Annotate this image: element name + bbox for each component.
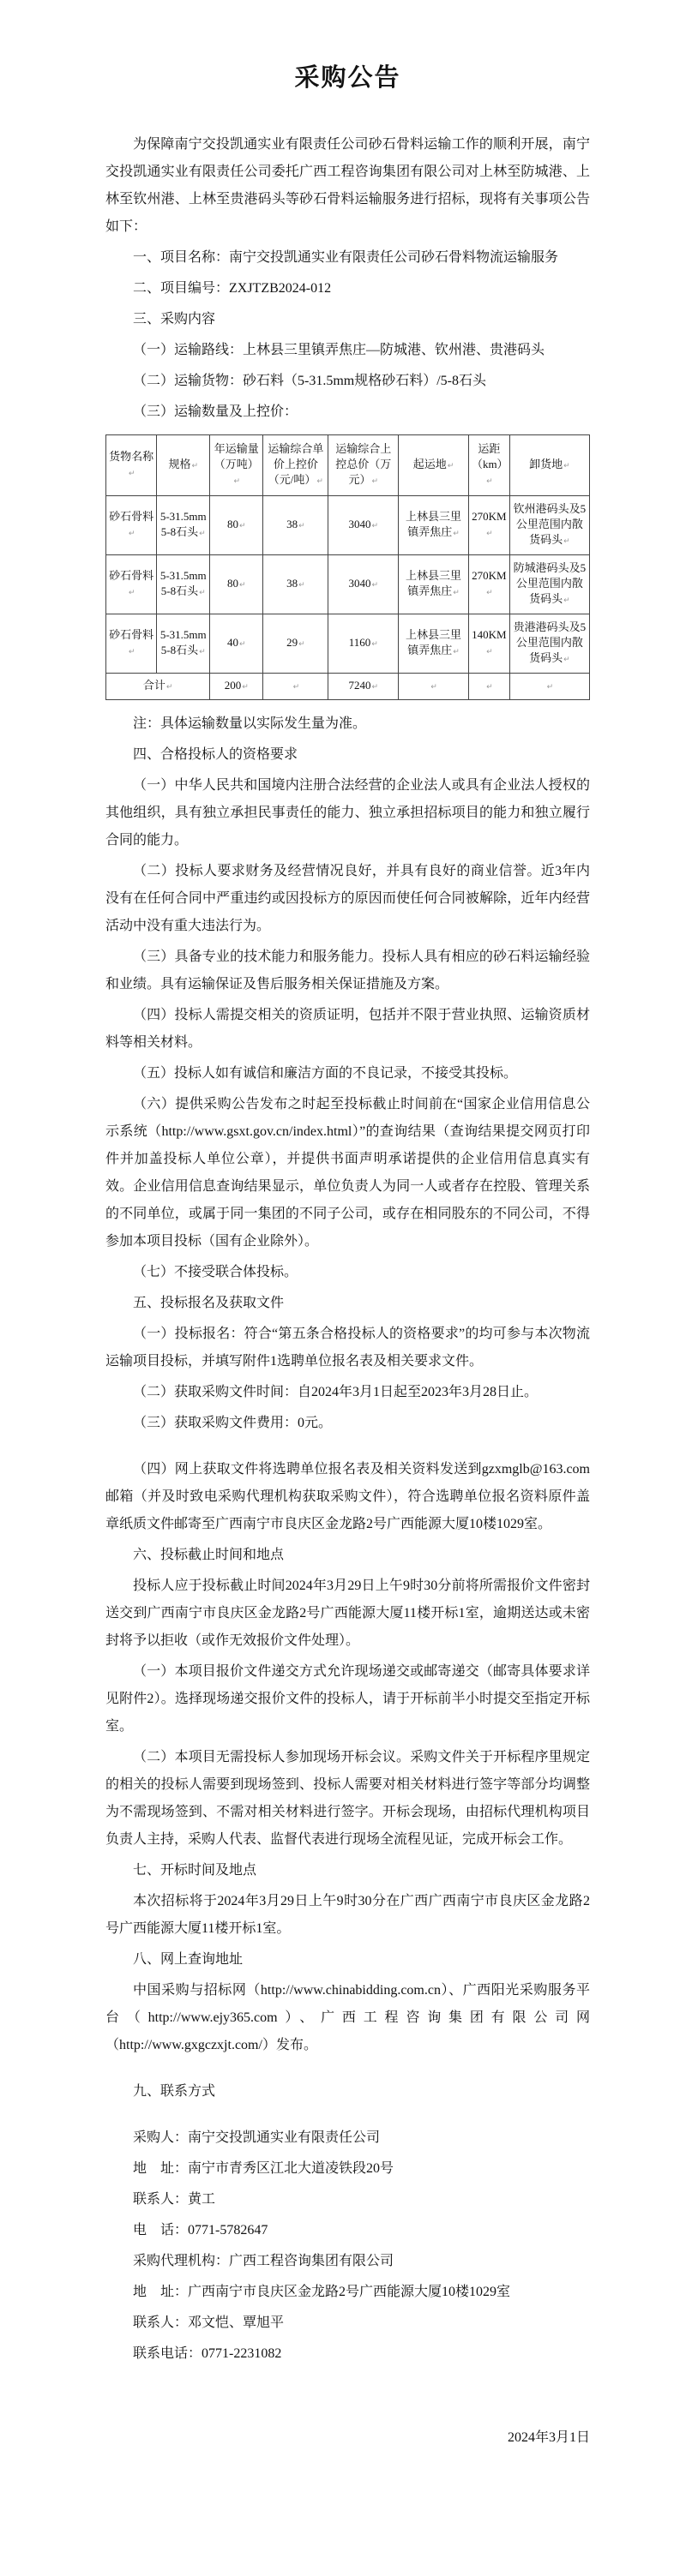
paragraph: 四、合格投标人的资格要求 <box>133 747 298 762</box>
paragraph: 投标人应于投标截止时间2024年3月29日上午9时30分前将所需报价文件密封送交到广西南宁市良庆区金龙路2号广西能源大厦11楼开标1室，逾期送达或未密封将予以拒收（或作无效报价文件处理）。 <box>105 1579 590 1648</box>
table-cell: 上林县三里镇弄焦庄 ↵ <box>399 555 469 614</box>
table-header-cell: 运距（km） ↵ <box>468 435 509 496</box>
table-cell: 40 ↵ <box>210 614 263 674</box>
paragraph: （二）投标人要求财务及经营情况良好，并具有良好的商业信誉。近3年内没有在任何合同中严重违约或因投标方的原因而使任何合同被解除，近年内经营活动中没有重大违法行为。 <box>105 864 590 933</box>
paragraph: 电 话：0771-5782647 <box>133 2223 268 2238</box>
table-header-cell: 货物名称 ↵ <box>106 435 157 496</box>
table-body <box>106 496 590 700</box>
paragraph: （三）获取采购文件费用：0元。 <box>133 1416 333 1430</box>
paragraph: （七）不接受联合体投标。 <box>133 1265 298 1279</box>
paragraph: 地 址：南宁市青秀区江北大道凌铁段20号 <box>133 2161 394 2176</box>
table-cell: 贵港港码头及5公里范围内散货码头 ↵ <box>509 614 589 674</box>
paragraph: （二）本项目无需投标人参加现场开标会议。采购文件关于开标程序里规定的相关的投标人需要到现场签到、投标人需要对相关材料进行签字等部分均调整为不需现场签到、不需对相关材料进行签字。开标会现场，由招标代理机构项目负责人主持，采购人代表、监督代表进行现场全流程见证，完成开标会工作。 <box>105 1750 590 1847</box>
paragraph: 八、网上查询地址 <box>133 1952 244 1967</box>
paragraph: 七、开标时间及地点 <box>133 1863 257 1878</box>
table-cell <box>263 674 328 700</box>
paragraph: （一）本项目报价文件递交方式允许现场递交或邮寄递交（邮寄具体要求详见附件2）。选择现场递交报价文件的投标人，请于开标前半小时提交至指定开标室。 <box>105 1664 590 1734</box>
table-header-cell: 运输综合单价上控价（元/吨） ↵ <box>263 435 328 496</box>
table-row <box>106 555 590 614</box>
paragraph: （五）投标人如有诚信和廉洁方面的不良记录，不接受其投标。 <box>133 1066 518 1081</box>
table-row <box>106 614 590 674</box>
table-cell: 80 ↵ <box>210 555 263 614</box>
table-cell: 砂石骨料 ↵ <box>106 614 157 674</box>
table-cell: 270KM ↵ <box>468 496 509 555</box>
table-cell: 5-31.5mm 5-8石头 ↵ <box>157 496 210 555</box>
table-cell: 5-31.5mm 5-8石头 ↵ <box>157 614 210 674</box>
paragraph: 联系电话：0771-2231082 <box>133 2346 282 2361</box>
paragraph: （一）投标报名：符合“第五条合格投标人的资格要求”的均可参与本次物流运输项目投标，并填写附件1选聘单位报名表及相关要求文件。 <box>105 1327 590 1369</box>
paragraph: 一、项目名称：南宁交投凯通实业有限责任公司砂石骨料物流运输服务 <box>133 250 559 265</box>
paragraph: 六、投标截止时间和地点 <box>133 1548 285 1562</box>
table-cell: 38 ↵ <box>263 555 328 614</box>
doc-date: 2024年3月1日 <box>507 2430 590 2445</box>
paragraph: 中国采购与招标网（http://www.chinabidding.com.cn）、广西阳光采购服务平台（http://www.ejy365.com）、广西工程咨询集团有限公司网（http://www.gxgczxjt.com/）发布。 <box>105 1983 590 2052</box>
paragraph: （二）运输货物：砂石料（5-31.5mm规格砂石料）/5-8石头 <box>133 374 486 388</box>
table-cell: 上林县三里镇弄焦庄 ↵ <box>399 496 469 555</box>
table-cell: 38 ↵ <box>263 496 328 555</box>
table-row <box>106 496 590 555</box>
paragraph: 本次招标将于2024年3月29日上午9时30分在广西广西南宁市良庆区金龙路2号广西能源大厦11楼开标1室。 <box>105 1894 590 1936</box>
table-cell <box>399 674 469 700</box>
table-cell <box>468 674 509 700</box>
paragraph: 为保障南宁交投凯通实业有限责任公司砂石骨料运输工作的顺利开展，南宁交投凯通实业有限责任公司委托广西工程咨询集团有限公司对上林至防城港、上林至钦州港、上林至贵港码头等砂石骨料运输服务进行招标，现将有关事项公告如下： <box>105 137 590 234</box>
paragraph: （一）运输路线：上林县三里镇弄焦庄—防城港、钦州港、贵港码头 <box>133 343 545 357</box>
table-cell: 270KM ↵ <box>468 555 509 614</box>
table-cell: 200 ↵ <box>210 674 263 700</box>
paragraph: 联系人：黄工 <box>133 2192 216 2207</box>
paragraph: （六）提供采购公告发布之时起至投标截止时间前在“国家企业信用信息公示系统（http://www.gsxt.gov.cn/index.html）”的查询结果（查询结果提交网页打印件并加盖投标人单位公章），并提供书面声明承诺提供的企业信用信息真实有效。企业信用信息查询结果显示，单位负责人为同一人或者存在控股、管理关系的不同单位，或属于同一集团的不同子公司，或存在相同股东的不同公司，不得参加本项目投标（国有企业除外）。 <box>105 1097 590 1249</box>
table-cell: 80 ↵ <box>210 496 263 555</box>
table-cell <box>509 674 589 700</box>
paragraph: （四）网上获取文件将选聘单位报名表及相关资料发送到gzxmglb@163.com邮箱（并及时致电采购代理机构获取采购文件），符合选聘单位报名资料原件盖章纸质文件邮寄至广西南宁市良庆区金龙路2号广西能源大厦10楼1029室。 <box>105 1462 590 1531</box>
paragraph: 九、联系方式 <box>133 2084 216 2099</box>
table-cell: 140KM ↵ <box>468 614 509 674</box>
paragraph: 地 址：广西南宁市良庆区金龙路2号广西能源大厦10楼1029室 <box>133 2285 511 2299</box>
table-header-cell: 规格 ↵ <box>157 435 210 496</box>
table-header-cell: 年运输量（万吨） ↵ <box>210 435 263 496</box>
table-header-row <box>106 435 590 496</box>
paragraph: （二）获取采购文件时间：自2024年3月1日起至2023年3月28日止。 <box>133 1385 539 1399</box>
table-cell: 砂石骨料 ↵ <box>106 496 157 555</box>
paragraph: 二、项目编号：ZXJTZB2024-012 <box>133 281 332 296</box>
paragraph: 采购代理机构：广西工程咨询集团有限公司 <box>133 2254 394 2268</box>
table-note: 注：具体运输数量以实际发生量为准。 <box>133 716 367 731</box>
table-cell: 合计 ↵ <box>106 674 210 700</box>
paragraph: 采购人：南宁交投凯通实业有限责任公司 <box>133 2130 381 2145</box>
table-cell: 5-31.5mm 5-8石头 ↵ <box>157 555 210 614</box>
table-total-row <box>106 674 590 700</box>
table-header-cell: 卸货地 ↵ <box>509 435 589 496</box>
table-cell: 钦州港码头及5公里范围内散货码头 ↵ <box>509 496 589 555</box>
table-cell: 1160 ↵ <box>328 614 399 674</box>
table-header-cell: 运输综合上控总价（万元） ↵ <box>328 435 399 496</box>
paragraph: （一）中华人民共和国境内注册合法经营的企业法人或具有企业法人授权的其他组织，具有独立承担民事责任的能力、独立承担招标项目的能力和独立履行合同的能力。 <box>105 778 590 848</box>
table-cell: 防城港码头及5公里范围内散货码头 ↵ <box>509 555 589 614</box>
paragraph: 三、采购内容 <box>133 312 216 326</box>
paragraph: （三）运输数量及上控价： <box>133 404 298 419</box>
table-cell: 砂石骨料 ↵ <box>106 555 157 614</box>
body-section <box>105 741 590 2368</box>
page-title: 采购公告 <box>294 64 401 92</box>
table-cell: 29 ↵ <box>263 614 328 674</box>
paragraph: 五、投标报名及获取文件 <box>133 1296 285 1310</box>
procurement-table <box>105 434 590 700</box>
paragraph: 联系人：邓文恺、覃旭平 <box>133 2315 285 2330</box>
table-cell: 上林县三里镇弄焦庄 ↵ <box>399 614 469 674</box>
table-header-cell: 起运地 ↵ <box>399 435 469 496</box>
table-cell: 7240 ↵ <box>328 674 399 700</box>
table-cell: 3040 ↵ <box>328 496 399 555</box>
table-cell: 3040 ↵ <box>328 555 399 614</box>
paragraph: （四）投标人需提交相关的资质证明，包括并不限于营业执照、运输资质材料等相关材料。 <box>105 1008 590 1050</box>
paragraph: （三）具备专业的技术能力和服务能力。投标人具有相应的砂石料运输经验和业绩。具有运输保证及售后服务相关保证措施及方案。 <box>105 950 590 991</box>
intro-section <box>105 131 590 426</box>
